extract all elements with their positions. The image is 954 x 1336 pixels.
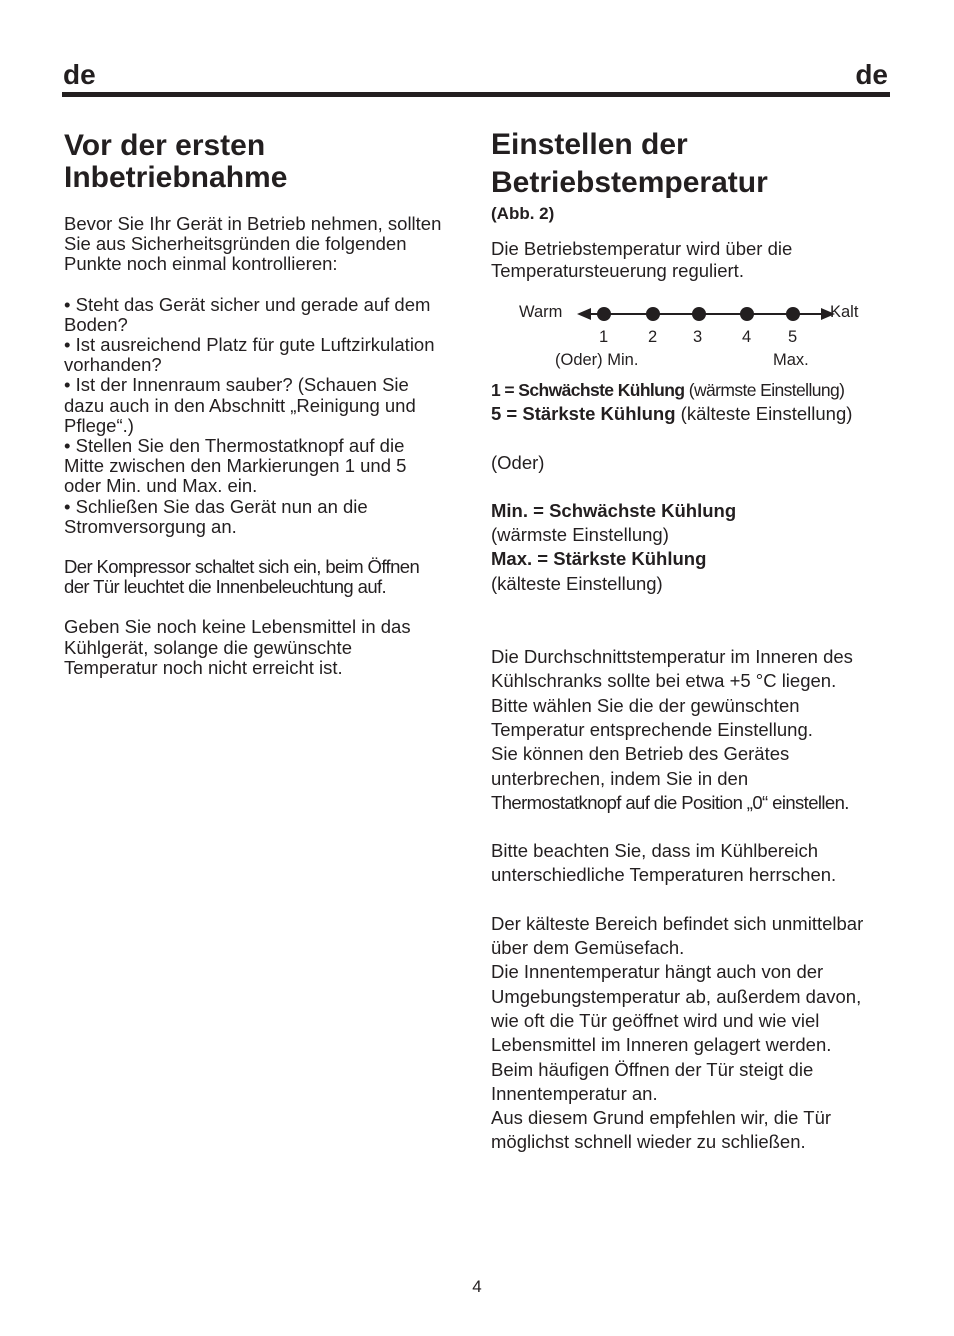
scale-label-warm: Warm (519, 303, 563, 321)
scale-number-3: 3 (693, 328, 703, 346)
header-lang-left: de (63, 59, 96, 90)
scale-dot-1 (597, 307, 611, 321)
scale-number-4: 4 (742, 328, 752, 346)
scale-number-2: 2 (648, 328, 658, 346)
right-title: Einstellen der Betriebstemperatur (491, 128, 768, 199)
scale-label-kalt: Kalt (830, 303, 859, 321)
left-checklist: • Steht das Gerät sicher und gerade auf dem Boden? • Ist ausreichend Platz für gute Luftzirkulation vorhanden? • Ist der Innenraum sauber? (Schauen Sie dazu auch in den Abschnitt „Reinigung und Pflege“.) • Stellen Sie den Thermostatknopf auf die Mitte zwischen den Markierungen 1 und 5 oder Min. und Max. ein. • Schließen Sie das Gerät nun an die Stromversorgung an. (64, 293, 435, 537)
setting-legend-minmax: Min. = Schwächste Kühlung (wärmste Einstellung) Max. = Stärkste Kühlung (kälteste Einstellung) (491, 499, 737, 594)
coldest-area-text: Der kälteste Bereich befindet sich unmittelbar über dem Gemüsefach. Die Innentemperatur hängt auch von der Umgebungstemperatur ab, außerdem davon, wie oft die Tür geöffnet wird und wie viel Lebensmittel im Inneren gelagert werden. Beim häufigen Öffnen der Tür steigt die Innentemperatur an. Aus diesem Grund empfehlen wir, die Tür möglichst schnell wieder zu schließen. (491, 912, 864, 1153)
left-compressor-note: Der Kompressor schaltet sich ein, beim Öffnen der Tür leuchtet die Innenbeleuchtung auf. (64, 556, 420, 598)
left-food-note: Geben Sie noch keine Lebensmittel in das Kühlgerät, solange die gewünschte Temperatur noch nicht erreicht ist. (64, 616, 411, 678)
header-rule (62, 92, 890, 97)
scale-dot-4 (740, 307, 754, 321)
arrow-left-icon (577, 308, 591, 320)
header-lang-right: de (855, 59, 888, 90)
left-column (64, 130, 469, 678)
page-number: 4 (472, 1277, 482, 1296)
setting-legend-or: (Oder) (491, 451, 545, 473)
scale-number-1: 1 (599, 328, 609, 346)
temperature-scale (491, 294, 896, 378)
scale-label-min: (Oder) Min. (555, 351, 639, 369)
scale-dot-2 (646, 307, 660, 321)
left-title: Vor der ersten Inbetriebnahme (64, 129, 288, 194)
right-column (491, 126, 896, 1155)
scale-label-max: Max. (773, 351, 809, 369)
average-temperature-text: Die Durchschnittstemperatur im Inneren des Kühlschranks sollte bei etwa +5 °C liegen. Bitte wählen Sie die der gewünschten Temperatur entsprechende Einstellung. Sie können den Betrieb des Gerätes unterbrechen, indem Sie in den Thermostatknopf auf die Position „0“ einstellen. (491, 646, 853, 813)
scale-number-5: 5 (788, 328, 798, 346)
setting-legend-numbers: 1 = Schwächste Kühlung (wärmste Einstellung) 5 = Stärkste Kühlung (kälteste Einstellung) (491, 380, 853, 425)
temperature-zones-text: Bitte beachten Sie, dass im Kühlbereich unterschiedliche Temperaturen herrschen. (491, 840, 837, 886)
right-subtitle: (Abb. 2) (491, 204, 555, 223)
scale-dot-5 (786, 307, 800, 321)
scale-dot-3 (692, 307, 706, 321)
left-intro: Bevor Sie Ihr Gerät in Betrieb nehmen, sollten Sie aus Sicherheitsgründen die folgenden Punkte noch einmal kontrollieren: (64, 213, 442, 275)
right-intro: Die Betriebstemperatur wird über die Temperatursteuerung reguliert. (491, 238, 793, 281)
